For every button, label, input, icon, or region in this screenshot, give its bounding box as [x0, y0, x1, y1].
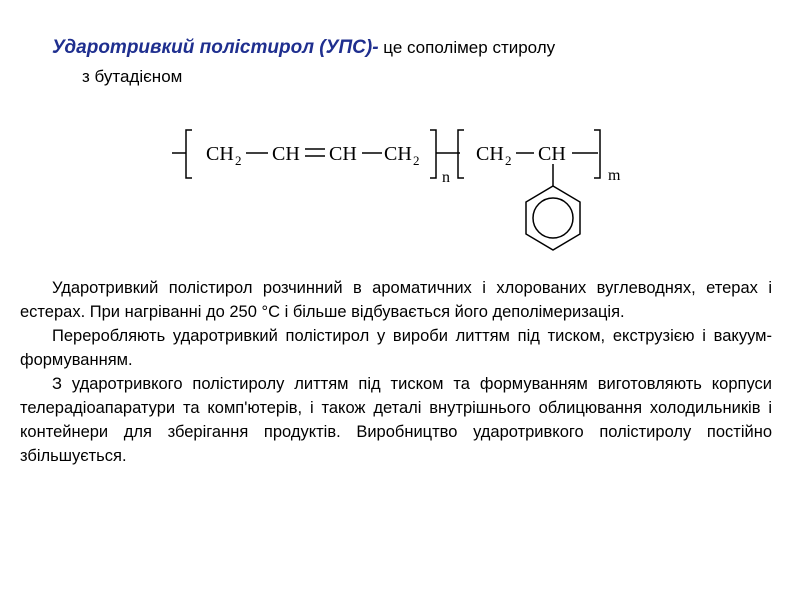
- heading-title: Ударотривкий полістирол (УПС)-: [52, 37, 379, 58]
- atom-ch2-2-sub: 2: [413, 153, 420, 168]
- paragraph-2: Переробляють ударотривкий полістирол у вироби литтям під тиском, екструзією і вакуум-формуванням.: [20, 327, 772, 369]
- structural-formula: [170, 120, 640, 270]
- formula-svg: [170, 120, 640, 270]
- atom-ch2-3-sub: 2: [505, 153, 512, 168]
- atom-ch-2: CH: [329, 143, 357, 165]
- index-m: m: [608, 167, 621, 184]
- atom-ch-3: CH: [538, 143, 566, 165]
- bracket-left-2: [458, 130, 464, 178]
- atom-ch2-1: CH: [206, 143, 234, 165]
- atom-ch-1: CH: [272, 143, 300, 165]
- heading-rest: це сополімер стиролу: [378, 38, 556, 57]
- body-text: [20, 276, 772, 468]
- atom-ch2-3: CH: [476, 143, 504, 165]
- bracket-right-2: [594, 130, 600, 178]
- bracket-right-1: [430, 130, 436, 178]
- heading-line: [52, 36, 772, 60]
- paragraph-3: З ударотривкого полістиролу литтям під тиском та формуванням виготовляють корпуси телерадіоапаратури та комп'ютерів, і також деталі внутрішнього облицювання холодильників і контейнери для зберігання продуктів. Виробництво ударотривкого полістиролу постійно збільшується.: [20, 375, 772, 465]
- atom-ch2-1-sub: 2: [235, 153, 242, 168]
- heading-line-2: з бутадієном: [82, 67, 183, 86]
- benzene-ring: [526, 186, 580, 250]
- benzene-aromatic-circle: [533, 198, 573, 238]
- index-n: n: [442, 169, 450, 186]
- paragraph-1: Ударотривкий полістирол розчинний в ароматичних і хлорованих вуглеводнях, етерах і естерах. При нагріванні до 250 °С і більше відбувається його деполімеризація.: [20, 279, 772, 321]
- atom-ch2-2: CH: [384, 143, 412, 165]
- bracket-left-1: [186, 130, 192, 178]
